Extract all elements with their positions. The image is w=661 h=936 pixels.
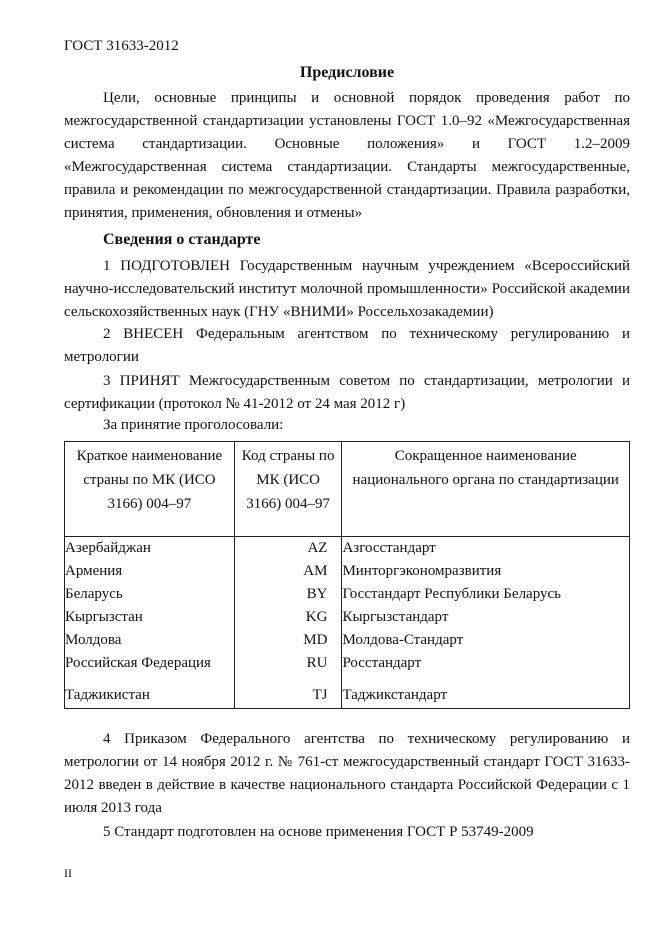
header-body: Сокращенное наименование национального органа по стандартизации bbox=[342, 442, 630, 537]
voting-table bbox=[64, 441, 630, 709]
standard-info-item-4: 4 Приказом Федерального агентства по техническому регулированию и метрологии от 14 ноября 2012 г. № 761-ст межгосударственный стандарт ГОСТ 31633-2012 введен в действие в качестве национального стандарта Российской Федерации с 1 июля 2013 года bbox=[64, 731, 630, 816]
table-cell-code: AM bbox=[303, 563, 328, 579]
header-country: Краткое наименование страны по МК (ИСО 3166) 004–97 bbox=[65, 442, 235, 537]
standard-info-item-1: 1 ПОДГОТОВЛЕН Государственным научным учреждением «Всероссийский научно-исследовательский институт молочной промышленности» Российской академии сельскохозяйственных наук (ГНУ «ВНИМИ» Россельхозакадемии) bbox=[64, 258, 630, 320]
table-cell-body: Молдова‑Стандарт bbox=[342, 632, 464, 648]
header-code: Код страны по МК (ИСО 3166) 004–97 bbox=[234, 442, 342, 537]
foreword-title: Предисловие bbox=[299, 64, 395, 81]
voted-label: За принятие проголосовали: bbox=[103, 417, 284, 433]
table-cell-body: Минторгэкономразвития bbox=[342, 563, 502, 579]
table-cell-code: MD bbox=[303, 632, 328, 648]
table-cell-body: Таджикстандарт bbox=[342, 687, 448, 703]
body-column bbox=[342, 537, 630, 709]
table-cell-code: TJ bbox=[312, 687, 328, 703]
table-cell-country: Молдова bbox=[65, 632, 122, 648]
standard-info-item-2: 2 ВНЕСЕН Федеральным агентством по техническому регулированию и метрологии bbox=[64, 326, 630, 365]
table-cell-body: Азгосстандарт bbox=[342, 540, 436, 556]
country-column bbox=[65, 537, 235, 709]
table-cell-code: AZ bbox=[307, 540, 328, 556]
table-cell-code: RU bbox=[306, 655, 328, 671]
table-cell-country: Азербайджан bbox=[65, 540, 151, 556]
table-cell-code: KG bbox=[305, 609, 328, 625]
table-cell-body: Госстандарт Республики Беларусь bbox=[342, 586, 562, 602]
standard-info-item-5: 5 Стандарт подготовлен на основе применения ГОСТ Р 53749-2009 bbox=[103, 824, 534, 840]
table-cell-body: Кыргызстандарт bbox=[342, 609, 449, 625]
standard-info-item-3: 3 ПРИНЯТ Межгосударственным советом по стандартизации, метрологии и сертификации (протокол № 41-2012 от 24 мая 2012 г) bbox=[64, 373, 630, 412]
table-cell-country: Кыргызстан bbox=[65, 609, 143, 625]
page-number: II bbox=[64, 866, 72, 880]
table-cell-country: Российская Федерация bbox=[65, 655, 211, 671]
table-cell-country: Беларусь bbox=[65, 586, 123, 602]
code-column bbox=[234, 537, 342, 709]
table-cell-country: Таджикистан bbox=[65, 687, 150, 703]
voting-table-header bbox=[65, 442, 630, 537]
document-code: ГОСТ 31633-2012 bbox=[64, 38, 179, 54]
standard-info-title: Сведения о стандарте bbox=[103, 231, 261, 248]
table-cell-code: BY bbox=[306, 586, 328, 602]
table-cell-body: Росстандарт bbox=[342, 655, 422, 671]
foreword-paragraph: Цели, основные принципы и основной порядок проведения работ по межгосударственной стандартизации установлены ГОСТ 1.0–92 «Межгосударственная система стандартизации. Основные положения» и ГОСТ 1.2–2009 «Межгосударственная система стандартизации. Стандарты межгосударственные, правила и рекомендации по межгосударственной стандартизации. Правила разработки, принятия, применения, обновления и отмены» bbox=[64, 90, 630, 221]
table-cell-country: Армения bbox=[65, 563, 123, 579]
voting-table-body bbox=[65, 537, 630, 709]
